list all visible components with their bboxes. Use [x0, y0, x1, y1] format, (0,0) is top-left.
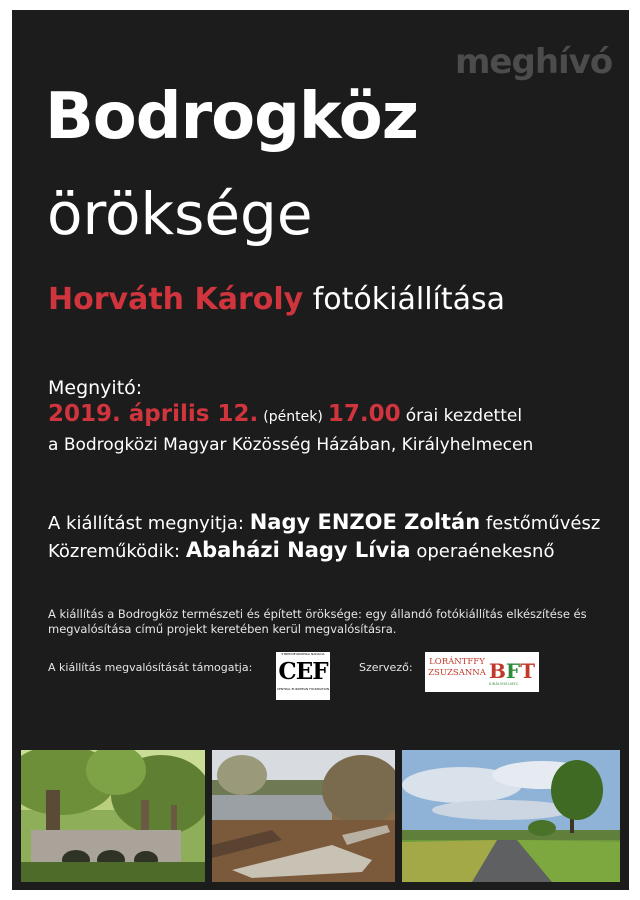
cooperation-role: operaénekesnő: [416, 541, 555, 562]
organizer-name-line-2: ZSUZSANNA: [428, 668, 486, 678]
opening-time-suffix: órai kezdettel: [405, 406, 523, 426]
opener-name: Nagy ENZOE Zoltán: [249, 510, 481, 534]
project-description: A kiállítás a Bodrogköz természeti és épített öröksége: egy állandó fotókiállítás elkészítése és megvalósítása című projekt keretében kerül megvalósításra.: [48, 607, 587, 636]
opening-label: Megnyitó:: [48, 377, 143, 399]
organizer-label: Szervező:: [359, 661, 413, 674]
opening-venue: a Bodrogközi Magyar Közösség Házában, Királyhelmecen: [48, 435, 534, 455]
cef-logo: [276, 652, 330, 700]
riverbank-photo: [212, 750, 395, 882]
cef-logo-bottom-text: CENTRAL EUROPEAN FOUNDATION: [276, 687, 330, 691]
cooperation-name: Abaházi Nagy Lívia: [185, 538, 411, 562]
opening-date-line: [48, 401, 522, 427]
cef-logo-top-text: STREDOEURÓPSKA NADÁCIA: [281, 652, 325, 656]
author-line: [48, 282, 505, 317]
opening-weekday: (péntek): [263, 409, 323, 425]
stone-bridge-photo: [21, 750, 205, 882]
invitation-kicker: meghívó: [455, 42, 613, 82]
title-line-2: öröksége: [47, 180, 313, 248]
organizer-logo-mark: BFT: [489, 659, 535, 683]
support-label: A kiállítás megvalósítását támogatja:: [48, 661, 253, 674]
opening-time: 17.00: [327, 401, 401, 427]
organizer-logo: [425, 652, 539, 692]
invitation-poster: [12, 10, 629, 890]
author-name: Horváth Károly: [48, 282, 304, 317]
opening-date: 2019. április 12.: [48, 401, 259, 427]
organizer-logo-place: KIRÁLYHELMEC: [489, 682, 519, 686]
organizer-logo-name: [428, 657, 486, 679]
opener-role: festőművész: [485, 513, 601, 534]
cooperation-line: [48, 538, 554, 562]
exhibition-word: fotókiállítása: [312, 282, 506, 317]
cooperation-label: Közreműködik:: [48, 541, 181, 562]
opener-line: [48, 510, 600, 534]
title-line-1: Bodrogköz: [45, 80, 418, 154]
country-road-photo: [402, 750, 620, 882]
opener-label: A kiállítást megnyitja:: [48, 513, 244, 534]
organizer-name-line-1: LORÁNTFFY: [429, 657, 485, 667]
cef-logo-mark: CEF: [278, 658, 328, 685]
